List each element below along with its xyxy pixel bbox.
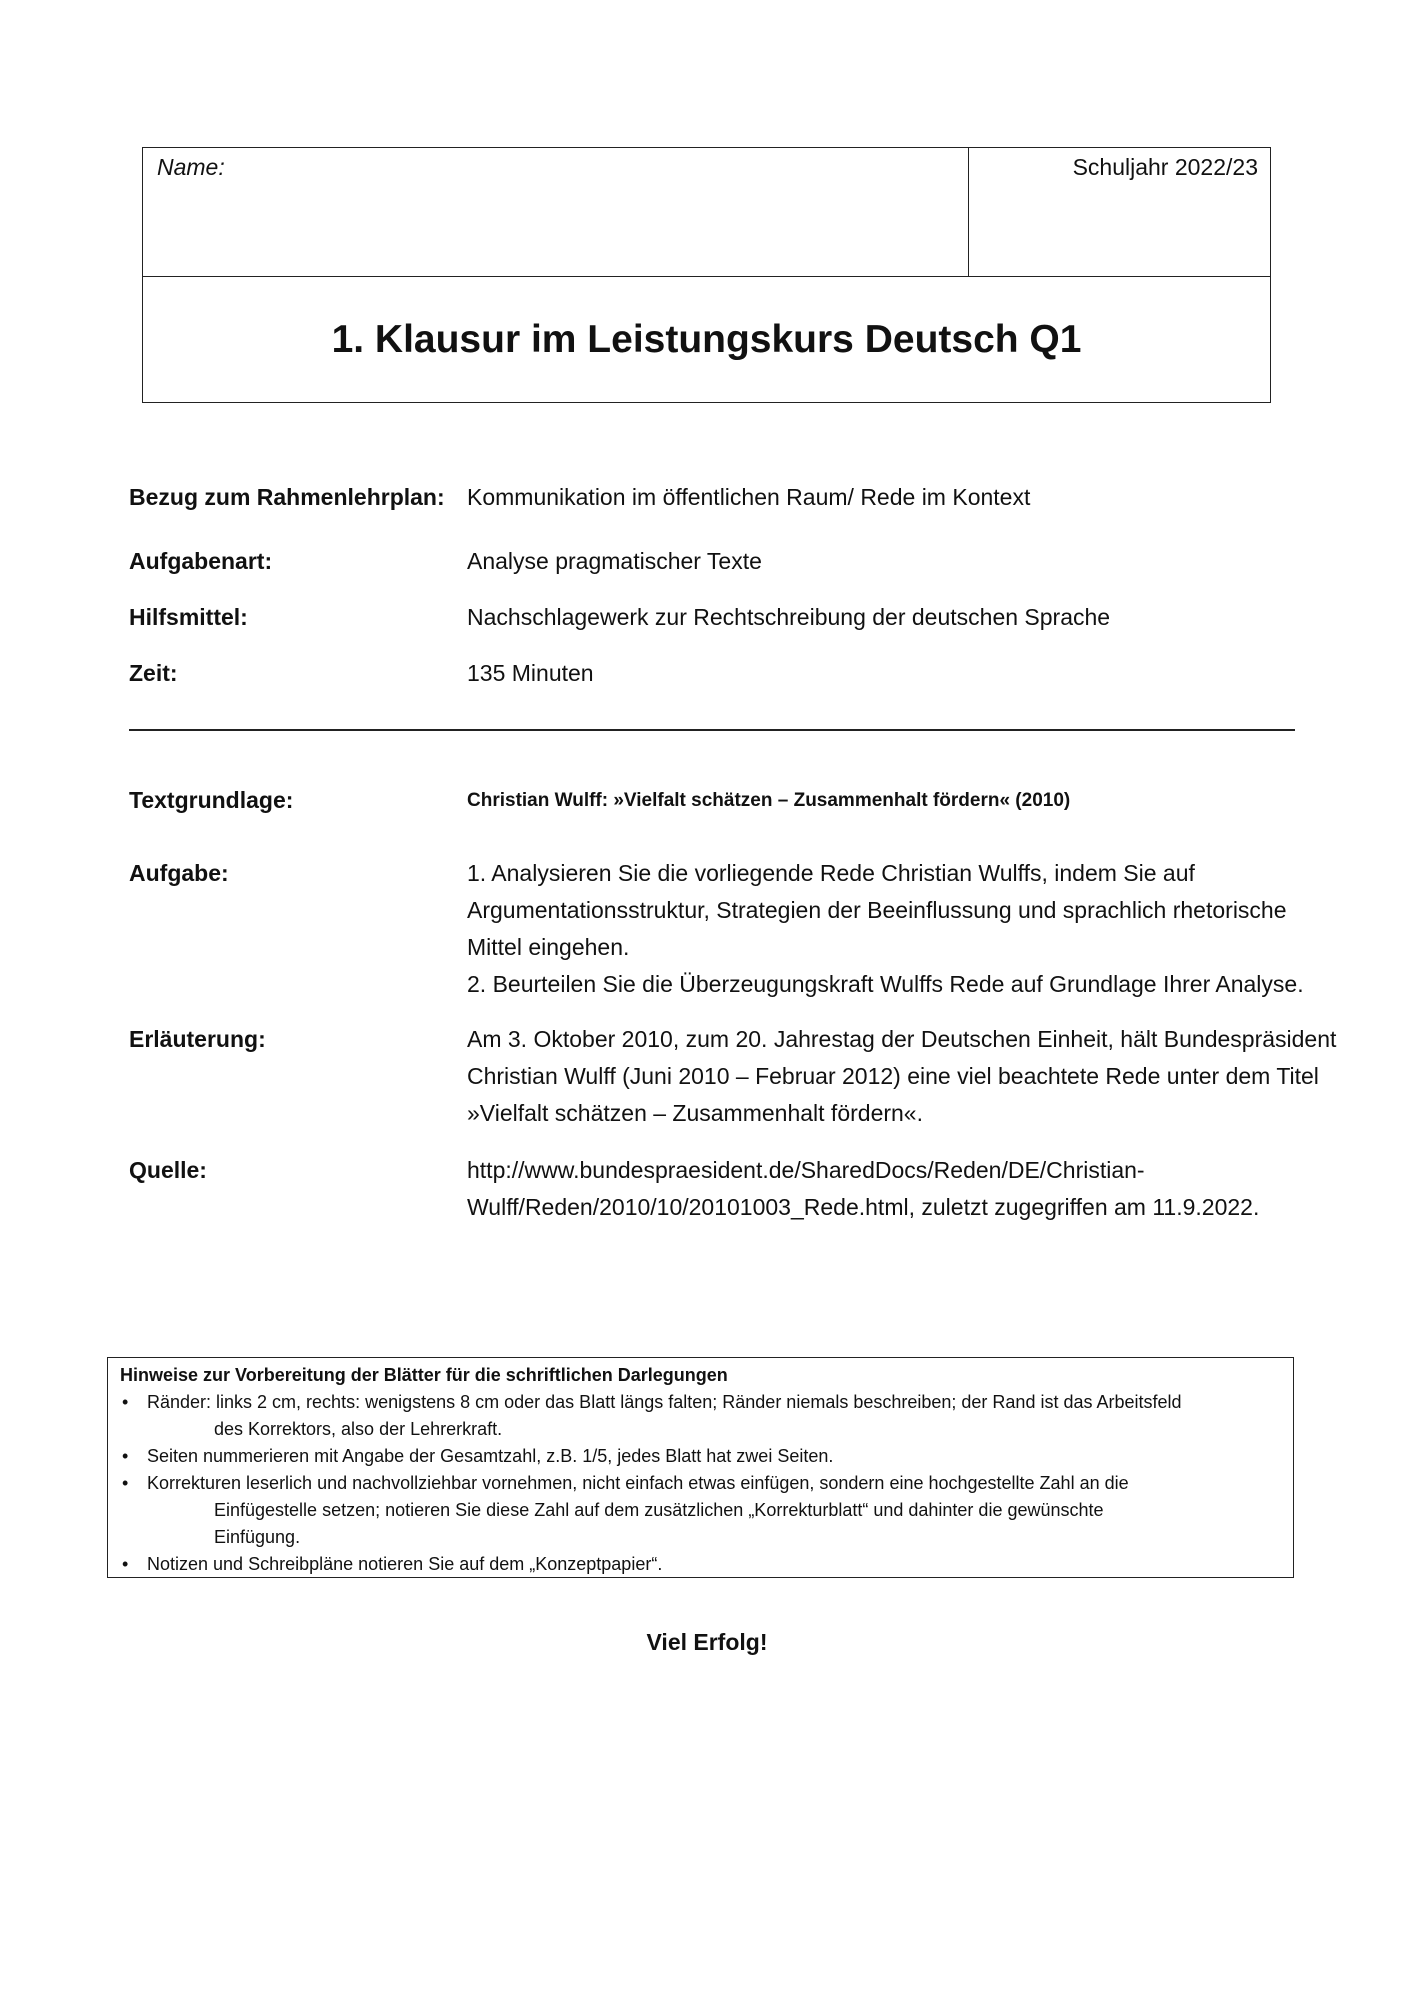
notes-box — [107, 1357, 1294, 1578]
header-top-row — [143, 148, 1270, 277]
notes-item-margins-line-1: Ränder: links 2 cm, rechts: wenigstens 8 cm oder das Blatt längs falten; Ränder niemals beschreiben; der Rand ist das Arbeitsfeld — [147, 1392, 1182, 1412]
aufgabenart-label: Aufgabenart: — [129, 548, 273, 574]
aufgabenart-value: Analyse pragmatischer Texte — [467, 548, 762, 574]
quelle-value — [467, 1152, 1347, 1226]
notes-title: Hinweise zur Vorbereitung der Blätter für die schriftlichen Darlegungen — [120, 1365, 728, 1385]
section-divider — [129, 729, 1295, 731]
notes-item-pages — [120, 1443, 1281, 1470]
bezug-label: Bezug zum Rahmenlehrplan: — [129, 484, 445, 510]
erlaeuterung-value: Am 3. Oktober 2010, zum 20. Jahrestag der Deutschen Einheit, hält Bundespräsident Christian Wulff (Juni 2010 – Februar 2012) eine viel beachtete Rede unter dem Titel »Vielfalt schätzen – Zusammenhalt fördern«. — [467, 1026, 1337, 1126]
bullet-icon: • — [122, 1554, 129, 1574]
school-year-label: Schuljahr 2022/23 — [1072, 154, 1258, 180]
quelle-label: Quelle: — [129, 1157, 207, 1183]
hilfsmittel-label: Hilfsmittel: — [129, 604, 248, 630]
notes-item-pages-text: Seiten nummerieren mit Angabe der Gesamtzahl, z.B. 1/5, jedes Blatt hat zwei Seiten. — [147, 1446, 834, 1466]
aufgabe-item-2: 2. Beurteilen Sie die Überzeugungskraft Wulffs Rede auf Grundlage Ihrer Analyse. — [467, 971, 1304, 997]
name-label: Name: — [157, 154, 225, 180]
school-year-cell — [969, 148, 1270, 276]
aufgabe-item-1: 1. Analysieren Sie die vorliegende Rede Christian Wulffs, indem Sie auf Argumentationsstruktur, Strategien der Beeinflussung und sprachlich rhetorische Mittel eingehen. — [467, 860, 1287, 960]
zeit-value: 135 Minuten — [467, 660, 594, 686]
notes-item-drafts — [120, 1551, 1281, 1578]
zeit-label: Zeit: — [129, 660, 178, 686]
exam-header-box — [142, 147, 1271, 403]
quelle-line-2: Wulff/Reden/2010/10/20101003_Rede.html, zuletzt zugegriffen am 11.9.2022. — [467, 1194, 1260, 1220]
bullet-icon: • — [122, 1473, 129, 1493]
closing-text: Viel Erfolg! — [646, 1629, 768, 1655]
textgrundlage-value: Christian Wulff: »Vielfalt schätzen – Zusammenhalt fördern« (2010) — [467, 790, 1071, 811]
textgrundlage-label: Textgrundlage: — [129, 787, 294, 813]
aufgabe-value — [467, 855, 1347, 1003]
bezug-value: Kommunikation im öffentlichen Raum/ Rede im Kontext — [467, 484, 1031, 510]
notes-item-margins — [120, 1389, 1281, 1443]
notes-item-margins-line-2: des Korrektors, also der Lehrerkraft. — [214, 1419, 503, 1439]
name-field[interactable] — [143, 148, 969, 276]
erlaeuterung-label: Erläuterung: — [129, 1026, 266, 1052]
notes-item-corrections — [120, 1470, 1281, 1551]
notes-item-corrections-line-2: Einfügestelle setzen; notieren Sie diese Zahl auf dem zusätzlichen „Korrekturblatt“ und dahinter die gewünschte — [214, 1500, 1104, 1520]
notes-item-corrections-line-1: Korrekturen leserlich und nachvollziehbar vornehmen, nicht einfach etwas einfügen, sondern eine hochgestellte Zahl an die — [147, 1473, 1129, 1493]
quelle-line-1: http://www.bundespraesident.de/SharedDocs/Reden/DE/Christian- — [467, 1157, 1145, 1183]
bullet-icon: • — [122, 1392, 129, 1412]
notes-item-drafts-text: Notizen und Schreibpläne notieren Sie auf dem „Konzeptpapier“. — [147, 1554, 663, 1574]
aufgabe-label: Aufgabe: — [129, 860, 229, 886]
hilfsmittel-value: Nachschlagewerk zur Rechtschreibung der deutschen Sprache — [467, 604, 1111, 630]
notes-item-corrections-line-3: Einfügung. — [214, 1527, 301, 1547]
notes-list — [120, 1389, 1281, 1578]
bullet-icon: • — [122, 1446, 129, 1466]
exam-title: 1. Klausur im Leistungskurs Deutsch Q1 — [331, 317, 1082, 361]
